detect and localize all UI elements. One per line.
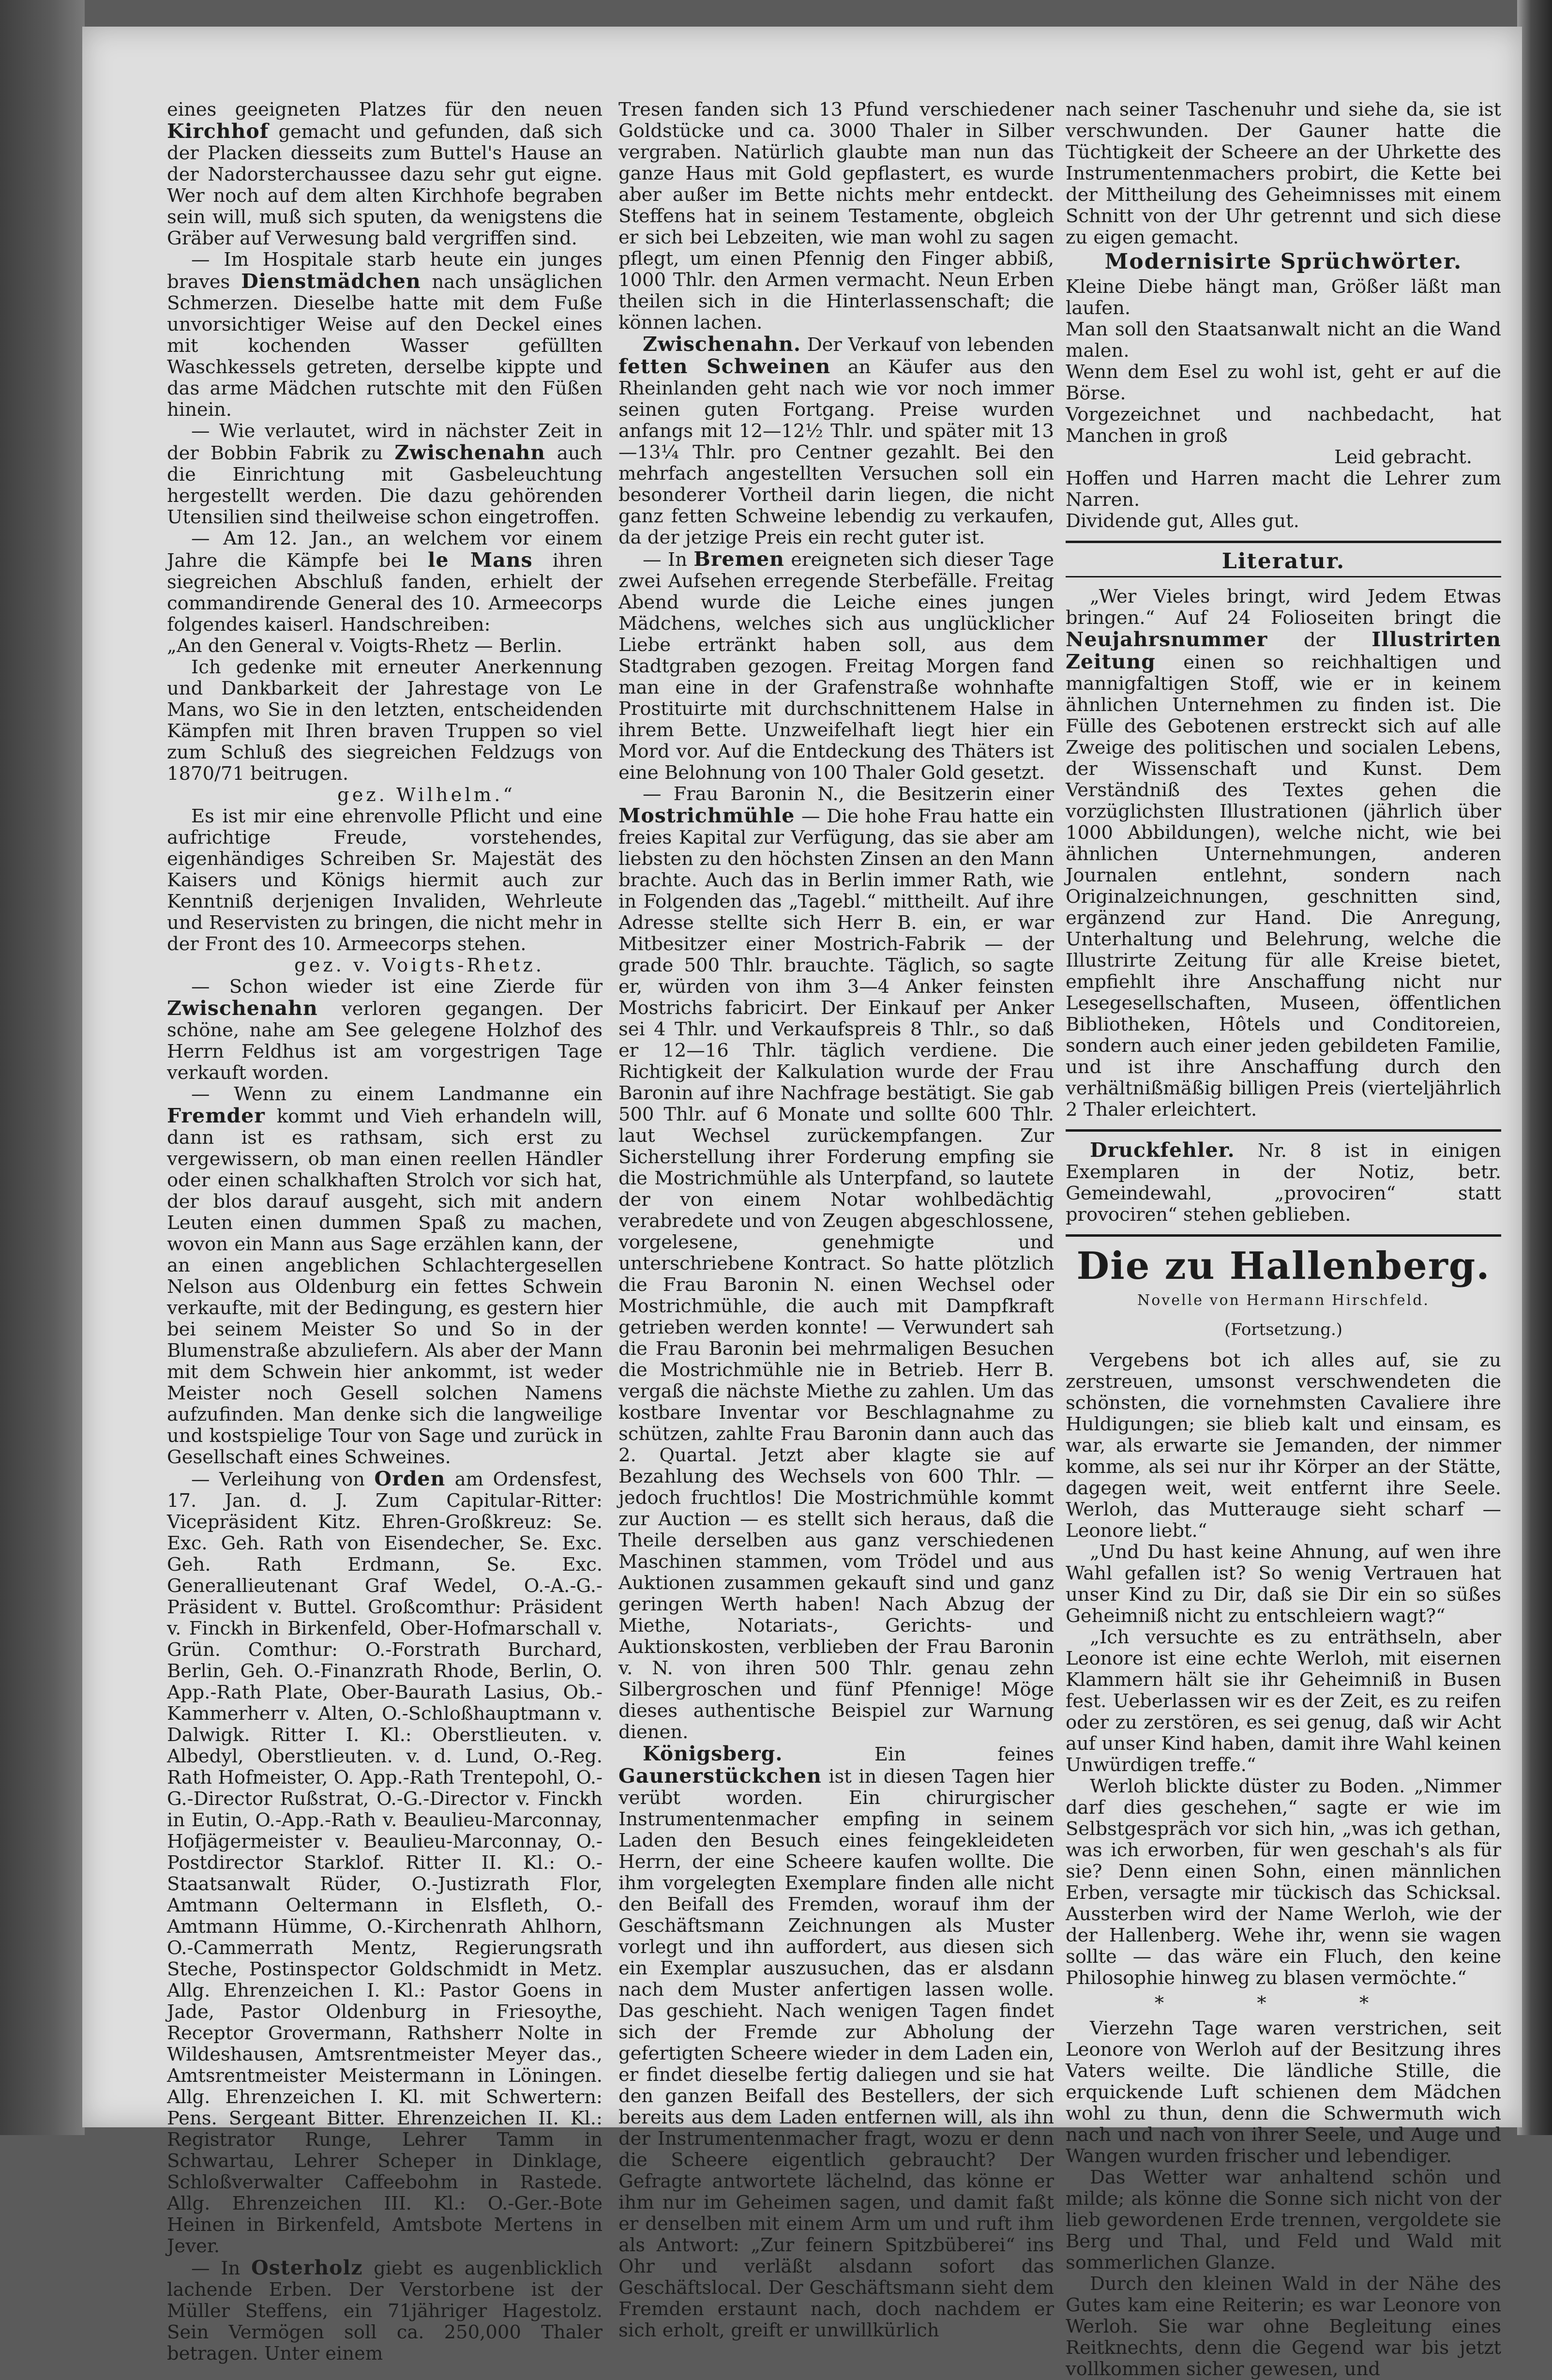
proverb-line: Man soll den Staatsanwalt nicht an die Wand malen. [1066, 318, 1501, 362]
section-divider [1066, 541, 1501, 543]
novel-paragraph: Werloh blickte düster zu Boden. „Nimmer darf dies geschehen,“ sagte er wie im Selbstgespräch vor sich hin, „was ich gethan, was ich erworben, für wen geschah's als für sie? Denn einen Sohn, einen männlichen Erben, versagte mir tückisch das Schicksal. Aussterben wird der Name Werloh, wie der der Hallenberg. Wehe ihr, wenn sie wagen sollte — das wäre ein Fluch, den keine Philosophie hinweg zu blasen vermöchte.“ [1066, 1775, 1501, 1989]
keyword: Fremder [167, 1104, 265, 1127]
article-text: Nr. 8 ist in einigen Exemplaren in der Notiz, betr. Gemeindewahl, „provociren“ statt provociren“ stehen geblieben. [1066, 1140, 1501, 1226]
article-holzhof [167, 976, 603, 1084]
proverb-line: Vorgezeichnet und nachbedacht, hat Manchen in groß [1066, 404, 1501, 447]
article-text: — Die hohe Frau hatte ein freies Kapital zur Verfügung, das sie aber am liebsten zu den höchsten Zinsen an den Mann brachte. Auch das in Berlin immer Rath, wie in Folgenden das „Tagebl.“ mittheilt. Auf ihre Adresse stellte sich Herr B. ein, er war Mitbesitzer einer Mostrich-Fabrik — der grade 500 Thlr. brauchte. Täglich, so sagte er, würden von ihm 3—4 Anker feinsten Mostrichs fabricirt. Der Einkauf per Anker sei 4 Thlr. und Verkaufspreis 8 Thlr., so daß er 12—16 Thlr. täglich verdiene. Die Richtigkeit der Kalkulation wurde der Frau Baronin auf ihre Nachfrage bestätigt. Sie gab 500 Thlr. auf 6 Monate und sollte 600 Thlr. laut Wechsel zurückempfangen. Zur Sicherstellung ihrer Forderung empfing sie die Mostrichmühle als Unterpfand, so lautete der von einem Notar wohlbedächtig verabredete und von Zeugen abgeschlossene, vorgelesene, genehmigte und unterschriebene Kontract. So hatte plötzlich die Frau Baronin N. einen Wechsel oder Mostrichmühle, die auch mit Dampfkraft getrieben werden konnte! — Verwundert sah die Frau Baronin bei mehrmaligen Besuchen die Mostrichmühle nie in Betrieb. Herr B. vergaß die nächste Miethe zu zahlen. Um das kostbare Inventar vor Beschlagnahme zu schützen, zahlte Frau Baronin dann auch das 2. Quartal. Jetzt aber klagte sie auf Bezahlung des Wechsels von 600 Thlr. — jedoch fruchtlos! Die Mostrichmühle kommt zur Auction — es stellt sich heraus, daß die Theile derselben aus ganz verschiedenen Maschinen stammen, vom Trödel und aus Auktionen zusammen gekauft sind und ganz geringen Werth haben! Nach Abzug der Miethe, Notariats-, Gerichts- und Auktionskosten, verblieben der Frau Baronin v. N. von ihren 500 Thlr. genau zehn Silbergroschen und fünf Pfennige! Möge dieses authentische Beispiel zur Warnung dienen. [618, 805, 1054, 1743]
article-text: kommt und Vieh erhandeln will, dann ist es rathsam, sich erst zu vergewissern, ob man einen reellen Händler oder einen schalkhaften Strolch vor sich hat, der blos darauf ausgeht, sich mit andern Leuten einen dummen Spaß zu machen, wovon ein Mann aus Sage erzählen kann, der an einen angeblichen Schlachtergesellen Nelson aus Oldenburg ein fettes Schwein verkaufte, mit der Bedingung, es gestern hier bei seinem Meister So und So in der Blumenstraße abzuliefern. Als aber der Mann mit dem Schwein hier ankommt, ist weder Meister noch Gesell solchen Namens aufzufinden. Man denke sich die langweilige und kostspielige Tour von Sage und zurück in Gesellschaft eines Schweines. [167, 1106, 603, 1468]
article-text: — Verleihung von [191, 1469, 365, 1490]
novel-paragraph: Vierzehn Tage waren verstrichen, seit Leonore von Werloh auf der Besitzung ihres Vaters weilte. Die ländliche Stille, die erquickende Luft schienen dem Mädchen wohl zu thun, denn die Schwermuth wich nach und nach von ihrer Seele, und Auge und Wangen wurden frischer und lebendiger. [1066, 2017, 1501, 2167]
keyword: Gaunerstückchen [618, 1764, 822, 1788]
keyword: Mostrichmühle [618, 804, 795, 827]
article-text: „Wer Vieles bringt, wird Jedem Etwas bringen.“ Auf 24 Folioseiten bringt die [1066, 586, 1501, 629]
proverb-line: Kleine Diebe hängt man, Größer läßt man laufen. [1066, 276, 1501, 319]
article-text: ihren siegreichen Abschluß fanden, erhielt der commandirende General des 10. Armeecorps folgendes kaiserl. Handschreiben: [167, 550, 603, 636]
article-text: auch die Einrichtung mit Gasbeleuchtung hergestellt werden. Die dazu gehörenden Utensilien sind theilweise schon eingetroffen. [167, 442, 603, 528]
article-koenigsberg [618, 1743, 1054, 2341]
article-bremen [618, 548, 1054, 784]
novel-paragraph: Das Wetter war anhaltend schön und milde; als könne die Sonne sich nicht von der lieb gewordenen Erde trennen, vergoldete sie Berg und Thal, und Feld und Wald mit sommerlichen Glanze. [1066, 2167, 1501, 2274]
keyword: fetten Schweinen [618, 355, 831, 378]
article-text: ist in diesen Tagen hier verübt worden. Ein chirurgischer Instrumentenmacher empfing in seinem Laden den Besuch eines feingekleideten Herrn, der eine Scheere kaufen wollte. Die ihm vorgelegten Exemplare finden alle nicht den Beifall des Fremden, worauf ihm der Geschäftsmann Zeichnungen als Muster vorlegt und ihn auffordert, aus diesen sich ein Exemplar auszusuchen, das er alsdann nach dem Muster anfertigen lassen wolle. Das geschieht. Nach wenigen Tagen findet sich der Fremde zur Abholung der gefertigten Scheere wieder in dem Laden ein, er findet dieselbe fertig daliegen und sie hat den ganzen Beifall des Bestellers, der sich bereits aus dem Laden entfernen will, als ihn der Instrumentenmacher fragt, wozu er denn die Scheere eigentlich gebraucht? Der Gefragte antwortete lächelnd, das könne er ihm nur im Geheimen sagen, und damit faßt er denselben mit einem Arm um und ruft ihm als Antwort: „Zur feinern Spitzbüberei“ ins Ohr und verläßt alsdann sofort das Geschäftslocal. Der Geschäftsmann sieht dem Fremden erstaunt nach, doch nachdem er sich erholt, greift er unwillkürlich [618, 1766, 1054, 2341]
errata-notice [1066, 1139, 1501, 1226]
proverbs-list [1066, 276, 1501, 532]
novel-paragraph: „Ich versuchte es zu enträthseln, aber Leonore ist eine echte Werloh, mit eisernen Klammern hält sie ihr Geheimniß in Busen fest. Ueberlassen wir es der Zeit, es zu reifen oder zu zerstören, es sei genug, daß wir Acht auf unser Kind haben, damit ihre Wahl keinen Unwürdigen treffe.“ [1066, 1626, 1501, 1776]
article-text: einen so reichhaltigen und mannigfaltigen Stoff, wie er in keinem ähnlichen Unternehmen zu finden ist. Die Fülle des Gebotenen erstreckt sich auf alle Zweige des politischen und socialen Lebens, der Wissenschaft und Kunst. Dem Verständniß des Textes gehen die vorzüglichsten Illustrationen (jährlich über 1000 Abbildungen), welche nicht, wie bei ähnlichen Unternehmungen, anderen Journalen entlehnt, sondern nach Originalzeichnungen, geschnitten sind, ergänzend zur Hand. Die Anregung, Unterhaltung und Belehrung, welche die Illustrirte Zeitung für alle Kreise bietet, empfiehlt ihre Anschaffung nicht nur Lesegesellschaften, Museen, öffentlichen Bibliotheken, Hôtels und Conditoreien, sondern auch einer jeden gebildeten Familie, und ist ihre Anschaffung durch den verhältnißmäßig billigen Preis (vierteljährlich 2 Thaler erleichtert. [1066, 652, 1501, 1121]
article-text: nach seiner Taschenuhr und siehe da, sie ist verschwunden. Der Gauner hatte die Tüchtigkeit der Scheere an der Uhrkette des Instrumentenmachers probirt, die Kette bei der Mittheilung des Geheimnisses mit einem Schnitt von der Uhr getrennt und sich diese zu eigen gemacht. [1066, 99, 1501, 248]
letter-signature: gez. Wilhelm.“ [337, 784, 515, 806]
article-text: — In [191, 2258, 241, 2279]
literature-heading: Literatur. [1221, 549, 1345, 574]
proverb-line: Hoffen und Harren macht die Lehrer zum Narren. [1066, 468, 1501, 511]
article-text: — Wie verlautet, wird in nächster Zeit in der Bobbin Fabrik zu [167, 420, 603, 464]
article-mostrichmuehle [618, 784, 1054, 1743]
section-stars: * * * [1154, 1992, 1413, 2014]
article-text: — Im Hospitale starb heute ein junges braves [167, 249, 603, 293]
keyword: Druckfehler. [1090, 1138, 1235, 1162]
letter-body: Ich gedenke mit erneuter Anerkennung und Dankbarkeit der Jahrestage von Le Mans, wo Sie in den letzten, entscheidenden Kämpfen mit Ihren braven Truppen so viel zum Schluß des siegreichen Feldzugs von 1870/71 beitrugen. [167, 656, 603, 785]
article-dienstmaedchen [167, 249, 603, 421]
article-le-mans [167, 528, 603, 636]
novel-paragraph: „Und Du hast keine Ahnung, auf wen ihre Wahl gefallen ist? So wenig Vertrauen hat unser Kind zu Dir, daß sie Dir ein so süßes Geheimniß nicht zu entschleiern wagt?“ [1066, 1541, 1501, 1627]
proverb-line: Wenn dem Esel zu wohl ist, geht er auf die Börse. [1066, 361, 1501, 404]
novel-title: Die zu Hallenberg. [1076, 1244, 1491, 1288]
article-osterholz [167, 2257, 603, 2365]
article-text: am Ordensfest, 17. Jan. d. J. Zum Capitular-Ritter: Vicepräsident Kitz. Ehren-Großkreuz: Se. Exc. Geh. Rath von Eisendecher, Se. Exc. Geh. Rath Erdmann, Se. Exc. Generallieutenant Graf Wedel, O.-A.-G.-Präsident v. Buttel. Großcomthur: Präsident v. Finckh in Birkenfeld, Ober-Hofmarschall v. Grün. Comthur: O.-Forstrath Burchard, Berlin, Geh. O.-Finanzrath Rhode, Berlin, O. App.-Rath Plate, Ober-Baurath Lasius, Ob.-Kammerherr v. Alten, O.-Schloßhauptmann v. Dalwigk. Ritter I. Kl.: Oberstlieuten. v. Albedyl, Oberstlieuten. v. d. Lund, O.-Reg. Rath Hofmeister, O. App.-Rath Trentepohl, O.-G.-Director Rußstrat, O.-G.-Director v. Finckh in Eutin, O.-App.-Rath v. Beaulieu-Marconnay, Hofjägermeister v. Beaulieu-Marconnay, O.-Postdirector Starklof. Ritter II. Kl.: O.-Staatsanwalt Rüder, O.-Justizrath Flor, Amtmann Oeltermann in Elsfleth, O.-Amtmann Hümme, O.-Kirchenrath Ahlhorn, O.-Cammerrath Mentz, Regierungsrath Steche, Postinspector Goldschmidt in Metz. Allg. Ehrenzeichen I. Kl.: Pastor Goens in Jade, Pastor Oldenburg in Friesoythe, Receptor Grovermann, Rathsherr Nolte in Wildeshausen, Amtsrentmeister Meyer das., Amtsrentmeister Meistermann in Löningen. Allg. Ehrenzeichen I. Kl. mit Schwertern: Pens. Sergeant Bitter. Ehrenzeichen II. Kl.: Registrator Runge, Lehrer Tamm in Schwartau, Lehrer Scheper in Dinklage, Schloßverwalter Caffeebohm in Rastede. Allg. Ehrenzeichen III. Kl.: O.-Ger.-Bote Heinen in Birkenfeld, Amtsbote Mertens in Jever. [167, 1469, 603, 2257]
article-text: giebt es augenblicklich lachende Erben. Der Verstorbene ist der Müller Steffens, ein 71jähriger Hagestolz. Sein Vermögen soll ca. 250,000 Thaler betragen. Unter einem [167, 2258, 603, 2365]
letter-address: „An den General v. Voigts-Rhetz — Berlin. [167, 635, 563, 657]
article-text: — In [643, 549, 687, 571]
article-text: Es ist mir eine ehrenvolle Pflicht und eine aufrichtige Freude, vorstehendes, eigenhändiges Schreiben Sr. Majestät des Kaisers und Königs hiermit auch zur Kenntniß derjenigen Invaliden, Wehrleute und Reservisten zu bringen, die nicht mehr in der Front des 10. Armeecorps stehen. [167, 805, 603, 955]
article-text: — Frau Baronin N., die Besitzerin einer [643, 783, 1054, 805]
article-text: Der Verkauf von lebenden [807, 334, 1054, 356]
article-kirchhof [167, 99, 603, 249]
keyword: Orden [374, 1467, 446, 1490]
article-text: eines geeigneten Platzes für den neuen [167, 99, 603, 121]
article-text: — Wenn zu einem Landmanne ein [191, 1083, 603, 1105]
keyword: Dienstmädchen [241, 270, 421, 293]
signature: gez. v. Voigts-Rhetz. [294, 955, 544, 976]
column-2 [618, 99, 1054, 2341]
article-text: gemacht und gefunden, daß sich der Placken diesseits zum Buttel's Hause an der Nadorsterchaussee dazu sehr gut eigne. Wer noch auf dem alten Kirchhofe begraben sein will, muß sich sputen, da wenigstens die Gräber auf Verwesung bald vergriffen sind. [167, 121, 603, 249]
article-text: Tresen fanden sich 13 Pfund verschiedener Goldstücke und ca. 3000 Thaler in Silber vergraben. Natürlich glaubte man nun das ganze Haus mit Gold gepflastert, es wurde aber außer im Bette nichts mehr entdeckt. Steffens hat in seinem Testamente, obgleich er sich bei Lebzeiten, wie man wohl zu sagen pflegt, um einen Pfennig den Finger abbiß, 1000 Thlr. den Armen vermacht. Neun Erben theilen sich in die Hinterlassenschaft; die können lachen. [618, 99, 1054, 334]
proverbs-heading: Modernisirte Sprüchwörter. [1104, 249, 1462, 274]
keyword: Kirchhof [167, 120, 269, 143]
keyword: Zwischenahn. [643, 333, 801, 356]
keyword: Illustrirten Zeitung [1066, 628, 1501, 673]
keyword: Bremen [693, 547, 784, 571]
novel-continuation: (Fortsetzung.) [1224, 1320, 1343, 1339]
novel-paragraph: Durch den kleinen Wald in der Nähe des Gutes kam eine Reiterin; es war Leonore von Werloh. Sie war ohne Begleitung eines Reitknechts, denn die Gegend war bis jetzt vollkommen sicher gewesen, und [1066, 2273, 1501, 2380]
keyword: Zwischenahn [394, 441, 545, 464]
keyword: Osterholz [251, 2256, 363, 2279]
section-divider [1066, 1234, 1501, 1237]
scan-edge-left [0, 0, 85, 2135]
article-text: — Am 12. Jan., an welchem vor einem Jahre die Kämpfe bei [167, 528, 603, 572]
section-divider [1066, 576, 1501, 577]
scan-edge-right [1517, 0, 1552, 2135]
literature-article [1066, 586, 1501, 1121]
article-orden [167, 1468, 603, 2257]
article-text: — Schon wieder ist eine Zierde für [191, 976, 603, 998]
article-schweine [618, 334, 1054, 548]
column-1 [167, 99, 603, 2365]
article-text: der [1303, 629, 1336, 651]
proverb-line: Dividende gut, Alles gut. [1066, 510, 1299, 532]
article-text: Ein feines [874, 1743, 1054, 1765]
article-bobbin-fabrik [167, 421, 603, 528]
keyword: le Mans [427, 548, 533, 572]
newspaper-page [82, 27, 1522, 2380]
article-text: an Käufer aus den Rheinlanden geht nach wie vor noch immer seinen guten Fortgang. Preise wurden anfangs mit 12—12½ Thlr. und später mit 13—13¼ Thlr. pro Centner gezahlt. Bei den mehrfach angestellten Versuchen soll ein besonderer Vortheil darin liegen, die nicht ganz fetten Schweine lebendig zu verkaufen, da der jetzige Preis ein recht guter ist. [618, 356, 1054, 548]
keyword: Neujahrsnummer [1066, 628, 1268, 651]
proverb-line: Leid gebracht. [1334, 446, 1472, 468]
article-text: nach unsäglichen Schmerzen. Dieselbe hatte mit dem Fuße unvorsichtiger Weise auf den Deckel eines mit kochenden Wasser gefüllten Waschkessels getreten, derselbe kippte und das arme Mädchen rutschte mit den Füßen hinein. [167, 271, 603, 421]
novel-author: Novelle von Hermann Hirschfeld. [1137, 1292, 1430, 1309]
article-text: verloren gegangen. Der schöne, nahe am See gelegene Holzhof des Herrn Feldhus ist am vorgestrigen Tage verkauft worden. [167, 998, 603, 1084]
column-3 [1066, 99, 1501, 2380]
keyword: Zwischenahn [167, 997, 318, 1020]
article-fremder [167, 1084, 603, 1468]
article-text: ereigneten sich dieser Tage zwei Aufsehen erregende Sterbefälle. Freitag Abend wurde die Leiche eines jungen Mädchens, welches sich aus unglücklicher Liebe ertränkt haben soll, aus dem Stadtgraben gezogen. Freitag Morgen fand man eine in der Grafenstraße wohnhafte Prostituirte mit durchschnittenem Halse in ihrem Bette. Unzweifelhaft liegt hier ein Mord vor. Auf die Entdeckung des Thäters ist eine Belohnung von 100 Thaler Gold gesetzt. [618, 549, 1054, 784]
novel-paragraph: Vergebens bot ich alles auf, sie zu zerstreuen, umsonst verschwendeten die schönsten, die vornehmsten Cavaliere ihre Huldigungen; sie blieb kalt und einsam, es war, als erwarte sie Jemanden, der nimmer komme, als sei nur ihr Körper an der Stätte, dagegen weit, weit entfernt ihre Seele. Werloh, das Mutterauge sieht scharf — Leonore liebt.“ [1066, 1349, 1501, 1542]
section-divider [1066, 1129, 1501, 1132]
keyword: Königsberg. [643, 1742, 783, 1765]
